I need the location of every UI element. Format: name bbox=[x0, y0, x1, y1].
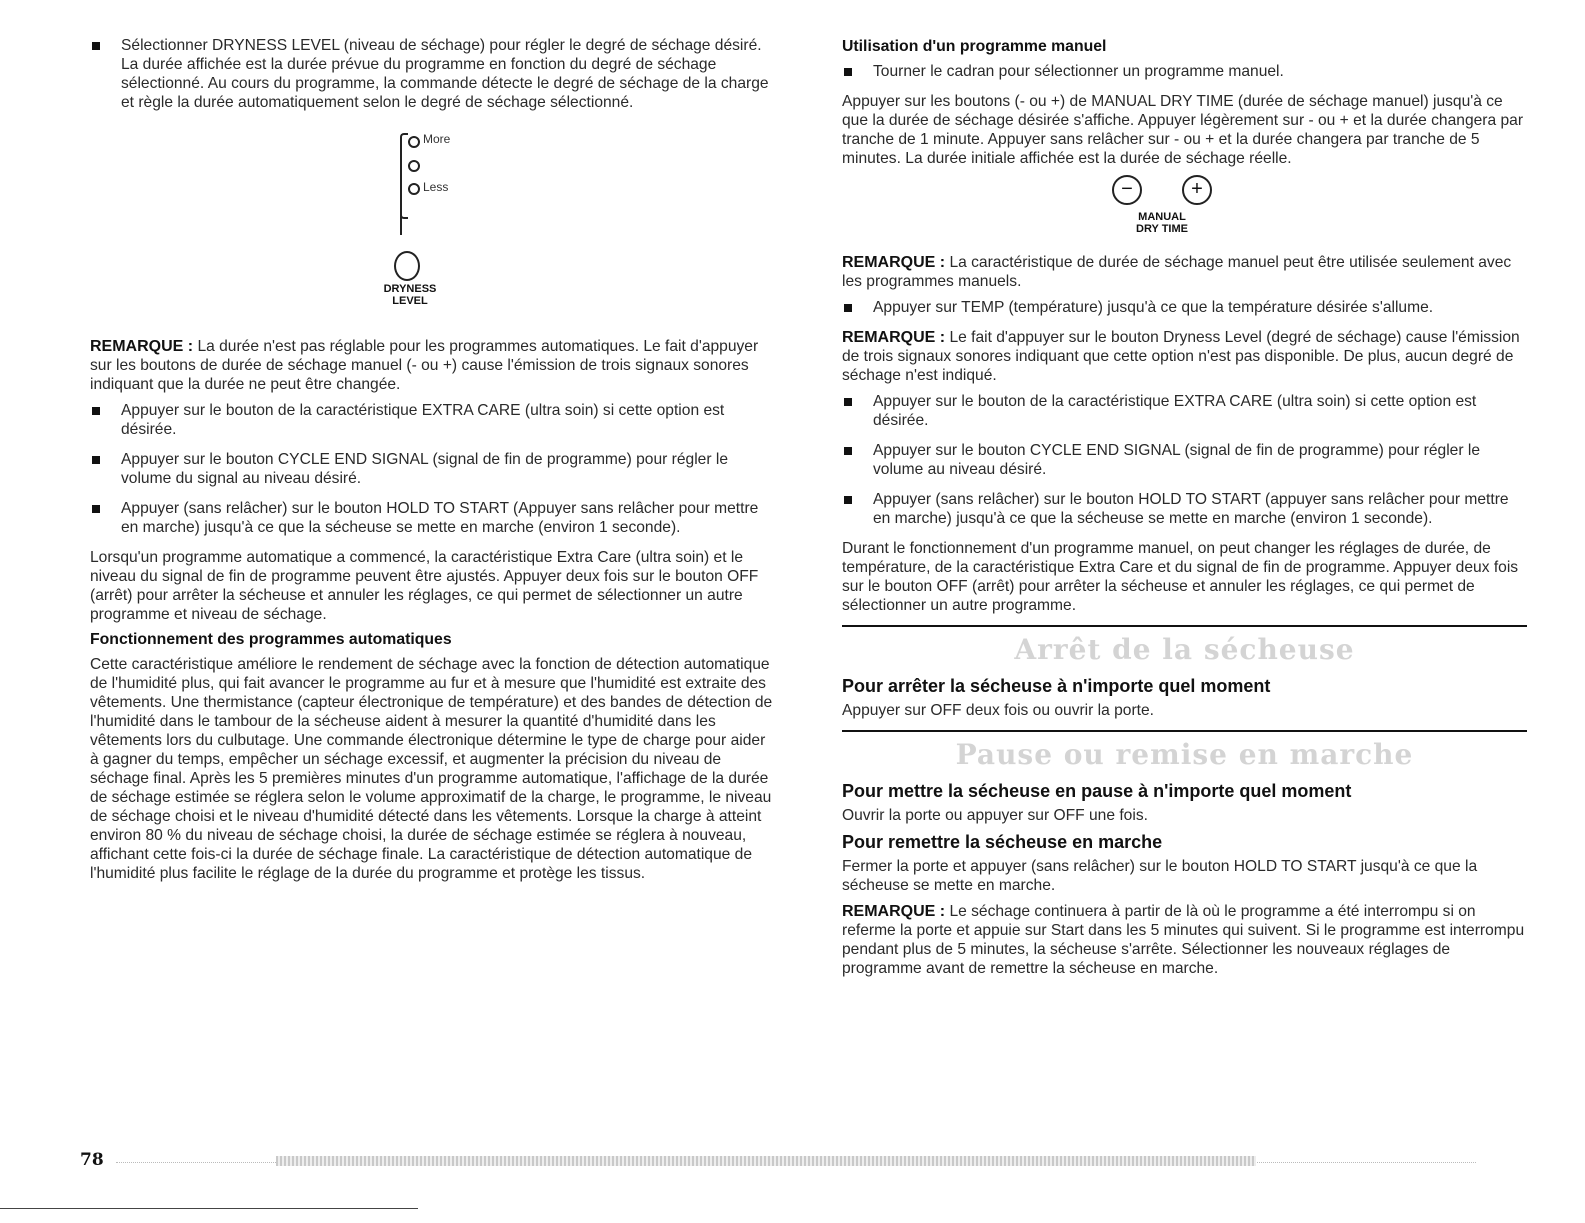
paragraph: Lorsqu'un programme automatique a commencé, la caractéristique Extra Care (ultra soin) et le niveau du signal de fin de programme peuvent être ajustés. Appuyer deux fois sur le bouton OFF (arrêt) pour arrêter la sécheuse et annuler les réglages, ce qui permet de sélectionner un autre programme et niveau de séchage. bbox=[90, 549, 759, 623]
dryness-more-label: More bbox=[423, 132, 451, 146]
minus-button[interactable]: − bbox=[1112, 175, 1142, 205]
dryness-less-label: Less bbox=[423, 180, 449, 194]
dryness-led-middle bbox=[408, 160, 420, 172]
section-divider bbox=[842, 625, 1527, 627]
note-text: Le fait d'appuyer sur le bouton Dryness Level (degré de séchage) cause l'émission de trois signaux sonores indiquant que cette option n'est pas disponible. De plus, aucun degré de séchage n'est indiqué. bbox=[842, 329, 1520, 384]
list-item: Appuyer sur TEMP (température) jusqu'à ce que la température désirée s'allume. bbox=[842, 298, 1527, 317]
page-footer bbox=[76, 1150, 1476, 1170]
bottom-rule bbox=[0, 1208, 418, 1209]
subsection-heading: Pour mettre la sécheuse en pause à n'importe quel moment bbox=[842, 781, 1352, 801]
dryness-level-caption: DRYNESS LEVEL bbox=[383, 283, 437, 307]
paragraph: Cette caractéristique améliore le rendement de séchage avec la fonction de détection automatique de l'humidité plus, qui fait avancer le programme au fur et à mesure que l'humidité est extraite des vêtements. Une thermistance (capteur électronique de température) et des bandes de détection de l'humidité dans le tambour de la sécheuse aident à mesurer la quantité d'humidité dans les vêtements lors du culbutage. Une commande électronique détermine le type de charge pour aider à gagner du temps, empêcher un séchage excessif, et augmenter la précision du niveau de séchage final. Après les 5 premières minutes d'un programme automatique, l'affichage de la durée de séchage estimée se réglera selon le volume approximatif de la charge, le programme, le niveau de séchage choisi et le niveau d'humidité détecté dans les vêtements. Lorsque la charge à atteint environ 80 % du niveau de séchage choisi, la durée de séchage estimée se réglera à nouveau, affichant cette fois-ci la durée de séchage finale. La caractéristique de détection automatique de l'humidité plus facilite le réglage de la durée du programme et protège les tissus. bbox=[90, 656, 773, 882]
section-heading: Fonctionnement des programmes automatiques bbox=[90, 631, 452, 648]
left-column bbox=[90, 36, 775, 890]
section-banner-stop: Arrêt de la sécheuse bbox=[1014, 633, 1355, 666]
dryness-level-button[interactable] bbox=[394, 251, 420, 281]
note-label: REMARQUE : bbox=[842, 254, 946, 271]
note-text: Le séchage continuera à partir de là où le programme a été interrompu si on referme la porte et appuie sur Start dans les 5 minutes qui suivent. Si le programme est interrompu pendant plus de 5 minutes, la sécheuse s'arrête. Sélectionner les nouveaux réglages de programme avant de remettre la sécheuse en marche. bbox=[842, 903, 1525, 977]
list-item: Appuyer (sans relâcher) sur le bouton HOLD TO START (Appuyer sans relâcher pour mettre en marche) jusqu'à ce que la sécheuse se mette en marche (environ 1 seconde). bbox=[90, 499, 775, 537]
dryness-bracket-stem bbox=[400, 213, 402, 235]
list-item: Appuyer (sans relâcher) sur le bouton HOLD TO START (appuyer sans relâcher pour mettre en marche) jusqu'à ce que la sécheuse se mette en marche (environ 1 seconde). bbox=[842, 490, 1527, 528]
dryness-led-more bbox=[408, 136, 420, 148]
section-divider bbox=[842, 730, 1527, 732]
dryness-led-less bbox=[408, 183, 420, 195]
list-item: Sélectionner DRYNESS LEVEL (niveau de séchage) pour régler le degré de séchage désiré. La durée affichée est la durée prévue du programme en fonction du degré de séchage sélectionné. Au cours du programme, la commande détecte le degré de séchage de la charge et règle la durée automatiquement selon le degré de séchage sélectionné. bbox=[90, 36, 775, 112]
list-item: Tourner le cadran pour sélectionner un programme manuel. bbox=[842, 62, 1527, 81]
note-paragraph bbox=[90, 337, 775, 394]
note-paragraph bbox=[842, 902, 1527, 978]
note-label: REMARQUE : bbox=[842, 903, 946, 920]
dryness-level-diagram bbox=[90, 123, 775, 333]
subsection-heading: Pour arrêter la sécheuse à n'importe quel moment bbox=[842, 676, 1271, 696]
dryness-bracket bbox=[400, 133, 408, 219]
note-paragraph bbox=[842, 328, 1527, 385]
section-banner-pause: Pause ou remise en marche bbox=[955, 738, 1414, 771]
plus-button[interactable]: + bbox=[1182, 175, 1212, 205]
page-number: 78 bbox=[80, 1150, 104, 1170]
footer-band bbox=[276, 1156, 1256, 1166]
paragraph: Ouvrir la porte ou appuyer sur OFF une fois. bbox=[842, 807, 1148, 824]
list-item: Appuyer sur le bouton CYCLE END SIGNAL (signal de fin de programme) pour régler le volume au niveau désiré. bbox=[842, 441, 1527, 479]
subsection-heading: Pour remettre la sécheuse en marche bbox=[842, 832, 1163, 852]
list-item: Appuyer sur le bouton de la caractéristique EXTRA CARE (ultra soin) si cette option est désirée. bbox=[842, 392, 1527, 430]
right-column bbox=[842, 36, 1527, 985]
note-text: La durée n'est pas réglable pour les programmes automatiques. Le fait d'appuyer sur les boutons de durée de séchage manuel (- ou +) cause l'émission de trois signaux sonores indiquant que la durée ne peut être changée. bbox=[90, 338, 759, 393]
note-label: REMARQUE : bbox=[90, 338, 194, 355]
manual-dry-time-diagram bbox=[842, 175, 1527, 245]
paragraph: Appuyer sur OFF deux fois ou ouvrir la porte. bbox=[842, 702, 1155, 719]
note-label: REMARQUE : bbox=[842, 329, 946, 346]
paragraph: Durant le fonctionnement d'un programme manuel, on peut changer les réglages de durée, de température, de la caractéristique Extra Care et du signal de fin de programme. Appuyer deux fois sur le bouton OFF (arrêt) pour arrêter la sécheuse et annuler les réglages, ce qui permet de sélectionner un autre programme. bbox=[842, 540, 1519, 614]
note-text: La caractéristique de durée de séchage manuel peut être utilisée seulement avec les programmes manuels. bbox=[842, 254, 1512, 290]
paragraph: Fermer la porte et appuyer (sans relâcher) sur le bouton HOLD TO START jusqu'à ce que la sécheuse se mette en marche. bbox=[842, 858, 1478, 894]
paragraph: Appuyer sur les boutons (- ou +) de MANUAL DRY TIME (durée de séchage manuel) jusqu'à ce que la durée de séchage désirée s'affiche. Appuyer légèrement sur - ou + et la durée changera par tranche de 1 minute. Appuyer sans relâcher sur - ou + et la durée changera par tranche de 5 minutes. La durée initiale affichée est la durée de séchage réelle. bbox=[842, 93, 1524, 167]
list-item: Appuyer sur le bouton de la caractéristique EXTRA CARE (ultra soin) si cette option est désirée. bbox=[90, 401, 775, 439]
note-paragraph bbox=[842, 253, 1527, 291]
manual-dry-time-caption: MANUAL DRY TIME bbox=[1136, 211, 1188, 235]
section-heading: Utilisation d'un programme manuel bbox=[842, 38, 1107, 55]
list-item: Appuyer sur le bouton CYCLE END SIGNAL (signal de fin de programme) pour régler le volume du signal au niveau désiré. bbox=[90, 450, 775, 488]
